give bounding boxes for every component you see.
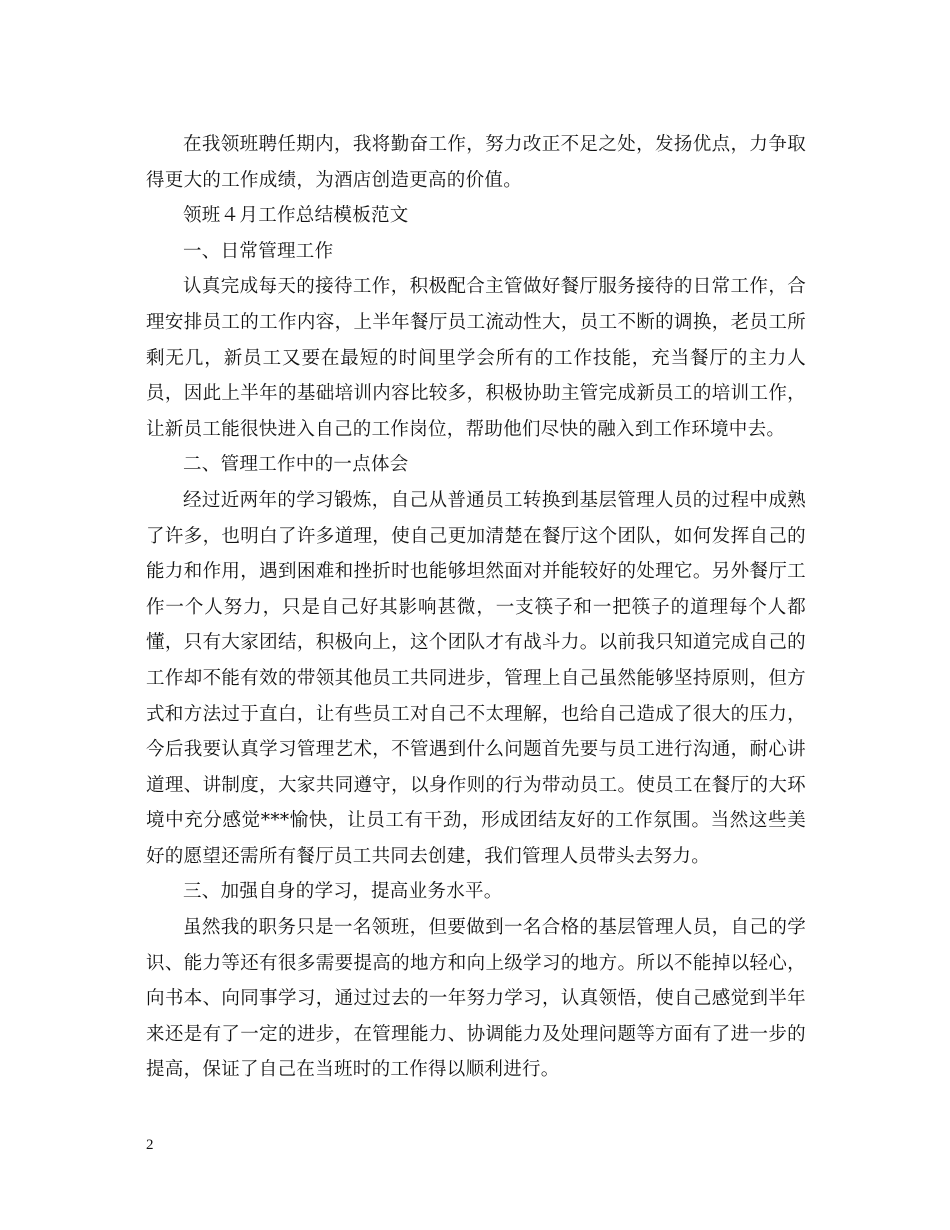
paragraph-management-insights: 经过近两年的学习锻炼，自己从普通员工转换到基层管理人员的过程中成熟了许多，也明白了许多道理，使自己更加清楚在餐厅这个团队，如何发挥自己的能力和作用，遇到困难和挫折时也能够坦然面对并能较好的处理它。另外餐厅工作一个人努力，只是自己好其影响甚微，一支筷子和一把筷子的道理每个人都懂，只有大家团结，积极向上，这个团队才有战斗力。以前我只知道完成自己的工作却不能有效的带领其他员工共同进步，管理上自己虽然能够坚持原则，但方式和方法过于直白，让有些员工对自己不太理解，也给自己造成了很大的压力，今后我要认真学习管理艺术，不管遇到什么问题首先要与员工进行沟通，耐心讲道理、讲制度，大家共同遵守，以身作则的行为带动员工。使员工在餐厅的大环境中充分感觉***愉快，让员工有干劲，形成团结友好的工作氛围。当然这些美好的愿望还需所有餐厅员工共同去创建，我们管理人员带头去努力。 <box>146 489 806 867</box>
document-title: 领班４月工作总结模板范文 <box>183 205 409 227</box>
document-body <box>146 127 806 1088</box>
section-heading-self-learning: 三、加强自身的学习，提高业务水平。 <box>183 881 503 903</box>
paragraph-daily-management: 认真完成每天的接待工作，积极配合主管做好餐厅服务接待的日常工作，合理安排员工的工作内容，上半年餐厅员工流动性大，员工不断的调换，老员工所剩无几，新员工又要在最短的时间里学会所有的工作技能，充当餐厅的主力人员，因此上半年的基础培训内容比较多，积极协助主管完成新员工的培训工作，让新员工能很快进入自己的工作岗位，帮助他们尽快的融入到工作环境中去。 <box>146 276 806 440</box>
paragraph-self-learning: 虽然我的职务只是一名领班，但要做到一名合格的基层管理人员，自己的学识、能力等还有很多需要提高的地方和向上级学习的地方。所以不能掉以轻心，向书本、向同事学习，通过过去的一年努力学习，认真领悟，使自己感觉到半年来还是有了一定的进步，在管理能力、协调能力及处理问题等方面有了进一步的提高，保证了自己在当班时的工作得以顺利进行。 <box>146 917 806 1081</box>
page-number: 2 <box>146 1137 154 1153</box>
paragraph-closing-statement: 在我领班聘任期内，我将勤奋工作，努力改正不足之处，发扬优点，力争取得更大的工作成绩，为酒店创造更高的价值。 <box>146 134 806 191</box>
section-heading-daily-management: 一、日常管理工作 <box>183 240 334 262</box>
section-heading-management-insights: 二、管理工作中的一点体会 <box>183 454 409 476</box>
